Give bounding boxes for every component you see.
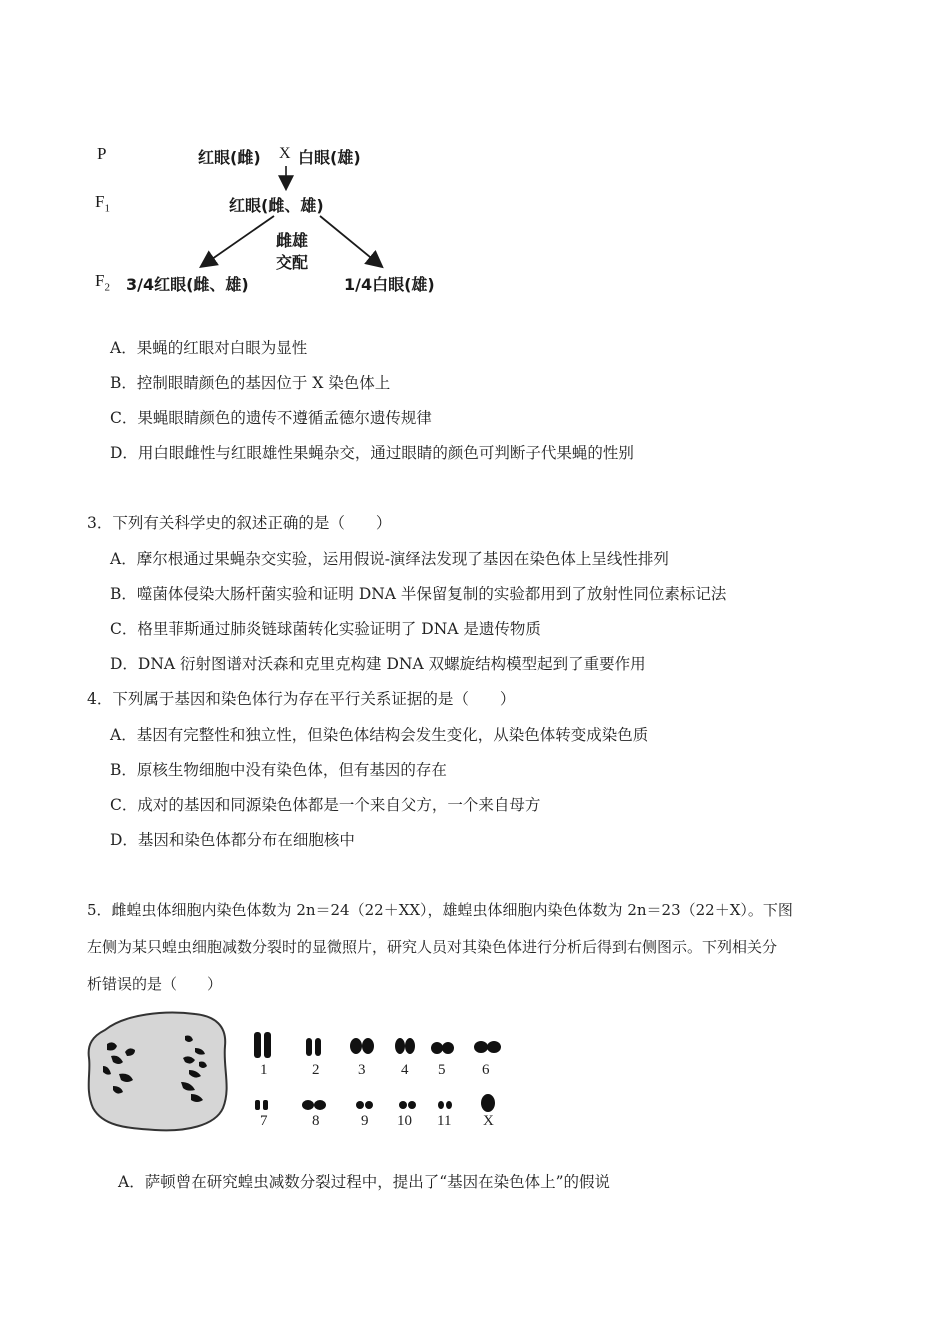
q3-option-a[interactable]: A．摩尔根通过果蝇杂交实验，运用假说-演绎法发现了基因在染色体上呈线性排列	[110, 550, 669, 568]
chromosome-11	[438, 1101, 452, 1109]
q4-stem: 4．下列属于基因和染色体行为存在平行关系证据的是（ ）	[87, 690, 516, 708]
chromosome-9	[356, 1101, 373, 1109]
q4-option-a[interactable]: A．基因有完整性和独立性，但染色体结构会发生变化，从染色体转变成染色质	[110, 726, 649, 744]
f1-generation-label: $F_1$	[95, 192, 110, 215]
chromosome-3	[350, 1038, 374, 1054]
chromosome-7	[255, 1100, 268, 1110]
f2-right-phenotype: 1/4白眼(雄)	[344, 275, 435, 294]
cross-arrows	[0, 0, 950, 320]
f2-generation-label: $F_2$	[95, 271, 110, 294]
q4-option-c[interactable]: C．成对的基因和同源染色体都是一个来自父方，一个来自母方	[110, 796, 541, 814]
karyotype-label: 8	[312, 1113, 320, 1129]
f2-left-phenotype: 3/4红眼(雌、雄)	[126, 275, 249, 294]
mating-label-line1: 雌雄	[276, 231, 309, 250]
chromosome-4	[395, 1038, 415, 1054]
karyotype-label: 3	[358, 1062, 366, 1078]
q3-option-b[interactable]: B．噬菌体侵染大肠杆菌实验和证明 DNA 半保留复制的实验都用到了放射性同位素标记法	[110, 585, 727, 603]
meiosis-micrograph	[85, 1008, 235, 1136]
q3-option-c[interactable]: C．格里菲斯通过肺炎链球菌转化实验证明了 DNA 是遗传物质	[110, 620, 541, 638]
chromosome-8	[302, 1100, 326, 1110]
q5-stem-line-3: 析错误的是（ ）	[87, 975, 223, 993]
q3-option-d[interactable]: D．DNA 衍射图谱对沃森和克里克构建 DNA 双螺旋结构模型起到了重要作用	[110, 655, 646, 673]
karyotype-label: 6	[482, 1062, 490, 1078]
karyotype-label: 2	[312, 1062, 320, 1078]
karyotype-label: 9	[361, 1113, 369, 1129]
cross-symbol: X	[279, 145, 291, 162]
karyotype-label: 4	[401, 1062, 409, 1078]
karyotype-label: 5	[438, 1062, 446, 1078]
f1-to-f2-right-arrow	[320, 216, 381, 266]
karyotype-label: 10	[397, 1113, 412, 1129]
q5-stem-line-2: 左侧为某只蝗虫细胞减数分裂时的显微照片，研究人员对其染色体进行分析后得到右侧图示。下列相关分	[87, 938, 778, 956]
chromosome-6	[474, 1041, 501, 1053]
q4-option-d[interactable]: D．基因和染色体都分布在细胞核中	[110, 831, 355, 849]
karyotype-label: 7	[260, 1113, 268, 1129]
chromosome-10	[399, 1101, 416, 1109]
p-male-phenotype: 白眼(雄)	[298, 148, 361, 167]
f1-phenotype: 红眼(雌、雄)	[229, 196, 324, 215]
chromosome-x	[481, 1094, 495, 1112]
mating-label-line2: 交配	[276, 253, 309, 272]
karyotype-label: 11	[437, 1113, 452, 1129]
chromosome-2	[306, 1038, 321, 1056]
q2-option-a[interactable]: A．果蝇的红眼对白眼为显性	[110, 339, 308, 357]
chromosome-1	[254, 1032, 271, 1058]
q5-option-a[interactable]: A．萨顿曾在研究蝗虫减数分裂过程中，提出了“基因在染色体上”的假说	[118, 1173, 611, 1191]
karyotype-label: 1	[260, 1062, 268, 1078]
q2-option-b[interactable]: B．控制眼睛颜色的基因位于 X 染色体上	[110, 374, 391, 392]
q5-stem-line-1: 5．雌蝗虫体细胞内染色体数为 2n＝24（22＋XX），雄蝗虫体细胞内染色体数为 2n＝23（22＋X）。下图	[87, 901, 793, 919]
q3-stem: 3．下列有关科学史的叙述正确的是（ ）	[87, 514, 392, 532]
p-generation-label: P	[97, 144, 107, 163]
f1-to-f2-left-arrow	[202, 216, 274, 266]
q2-option-d[interactable]: D．用白眼雌性与红眼雄性果蝇杂交，通过眼睛的颜色可判断子代果蝇的性别	[110, 444, 634, 462]
q4-option-b[interactable]: B．原核生物细胞中没有染色体，但有基因的存在	[110, 761, 447, 779]
chromosome-5	[431, 1042, 454, 1054]
karyotype-diagram	[240, 1022, 520, 1122]
q2-option-c[interactable]: C．果蝇眼睛颜色的遗传不遵循孟德尔遗传规律	[110, 409, 432, 427]
p-female-phenotype: 红眼(雌)	[198, 148, 261, 167]
karyotype-label: X	[483, 1113, 494, 1129]
